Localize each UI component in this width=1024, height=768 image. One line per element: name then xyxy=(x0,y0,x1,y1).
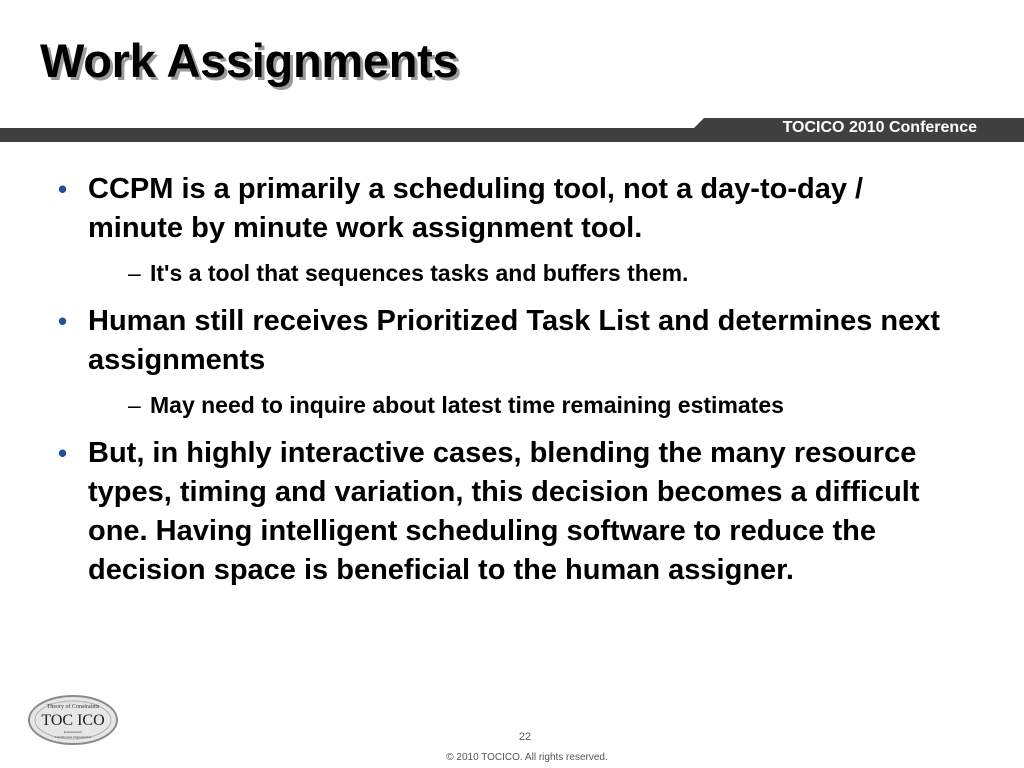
bullet-item xyxy=(56,302,956,380)
slide-content xyxy=(56,170,956,600)
bullet-text: Human still receives Prioritized Task List and determines next assignments xyxy=(88,305,941,376)
sub-bullet-marker: – xyxy=(128,260,141,286)
bullet-marker: • xyxy=(58,438,68,468)
bullet-item xyxy=(56,170,956,248)
conference-label: TOCICO 2010 Conference xyxy=(782,119,977,136)
svg-text:Certification Organization: Certification Organization xyxy=(54,735,92,739)
bullet-text: CCPM is a primarily a scheduling tool, not a day-to-day / minute by minute work assignment tool. xyxy=(88,173,864,244)
sub-bullet-text: It's a tool that sequences tasks and buffers them. xyxy=(150,260,689,286)
slide-title: Work Assignments xyxy=(40,34,459,87)
sub-bullet-item xyxy=(56,390,956,420)
svg-text:TOC ICO: TOC ICO xyxy=(41,712,105,729)
bullet-marker: • xyxy=(58,306,68,336)
sub-bullet-text: May need to inquire about latest time remaining estimates xyxy=(150,392,784,418)
svg-text:International: International xyxy=(64,730,82,734)
bullet-marker: • xyxy=(58,174,68,204)
page-number: 22 xyxy=(518,731,532,743)
svg-text:Theory of Constraints: Theory of Constraints xyxy=(46,704,100,710)
copyright-notice: © 2010 TOCICO. All rights reserved. xyxy=(446,752,608,763)
bullet-item xyxy=(56,434,956,590)
sub-bullet-marker: – xyxy=(128,392,141,418)
sub-bullet-item xyxy=(56,258,956,288)
bullet-text: But, in highly interactive cases, blending the many resource types, timing and variation, this decision becomes a difficult one. Having intelligent scheduling software to reduce the decision space is beneficial to the human assigner. xyxy=(88,437,920,586)
